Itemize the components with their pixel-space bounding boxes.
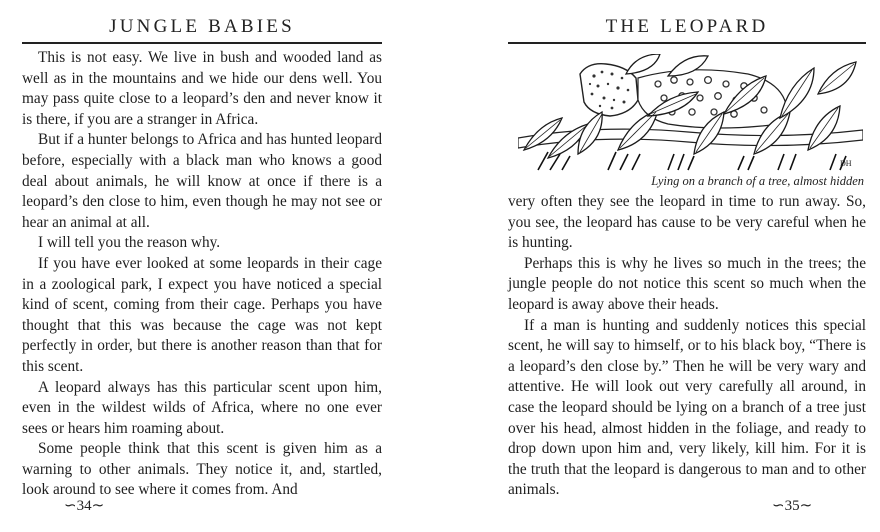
head-rule-left [22,42,382,44]
right-page [508,0,866,501]
paragraph: If you have ever looked at some leopards in their cage in a zoological park, I expect you have noticed a special kind of scent, coming from their cage. Perhaps you have thought that this was because the cage was not kept perfectly in order, but there is another reason than that for this scent. [22,254,382,375]
running-head-left: JUNGLE BABIES [109,16,295,37]
left-page-body [22,48,382,501]
leopard-illustration [518,54,863,172]
running-head-right: THE LEOPARD [605,16,769,37]
page-number-right: ∽35∼ [772,498,813,514]
paragraph: But if a hunter belongs to Africa and has hunted leopard before, especially with a black man who knows a good deal about animals, he will know at once if there is a leopard’s den close to him, even though he may not see or hear an animal at all. [22,131,382,231]
paragraph-continuation: very often they see the leopard in time to run away. So, you see, the leopard has cause to be very careful when he is hunting. [508,193,866,252]
head-rule-right [508,42,866,44]
page-number-left: ∽34∼ [64,498,105,514]
paragraph: This is not easy. We live in bush and wooded land as well as in the mountains and we hide our dens well. You may pass quite close to a leopard’s den and never know it is there, if you are a stranger in Africa. [22,49,382,128]
paragraph: A leopard always has this particular scent upon him, even in the wildest wilds of Africa, where no one ever sees or hears him roaming about. [22,378,382,437]
paragraph: If a man is hunting and suddenly notices this special scent, he will say to himself, or to his black boy, “There is a leopard’s den close by.” Then he will be very wary and attentive. He will look out very carefully all around, in case the leopard should be lying on a branch of a tree just over his head, almost hidden in the foliage, and ready to drop down upon him and, very likely, kill him. For it is the truth that the leopard is dangerous to man and to other animals. [508,316,866,499]
left-page [22,0,382,501]
artist-signature: DH [840,159,852,168]
paragraph: Some people think that this scent is given him as a warning to other animals. They notice it, and, startled, look around to see where it comes from. And [22,440,382,499]
right-page-body [508,192,866,501]
illustration-caption: Lying on a branch of a tree, almost hidden [651,174,864,188]
paragraph: Perhaps this is why he lives so much in the trees; the jungle people do not notice this scent so much when the leopard is away above their heads. [508,254,866,313]
leopard-on-branch-icon [518,54,863,172]
paragraph: I will tell you the reason why. [38,234,221,252]
